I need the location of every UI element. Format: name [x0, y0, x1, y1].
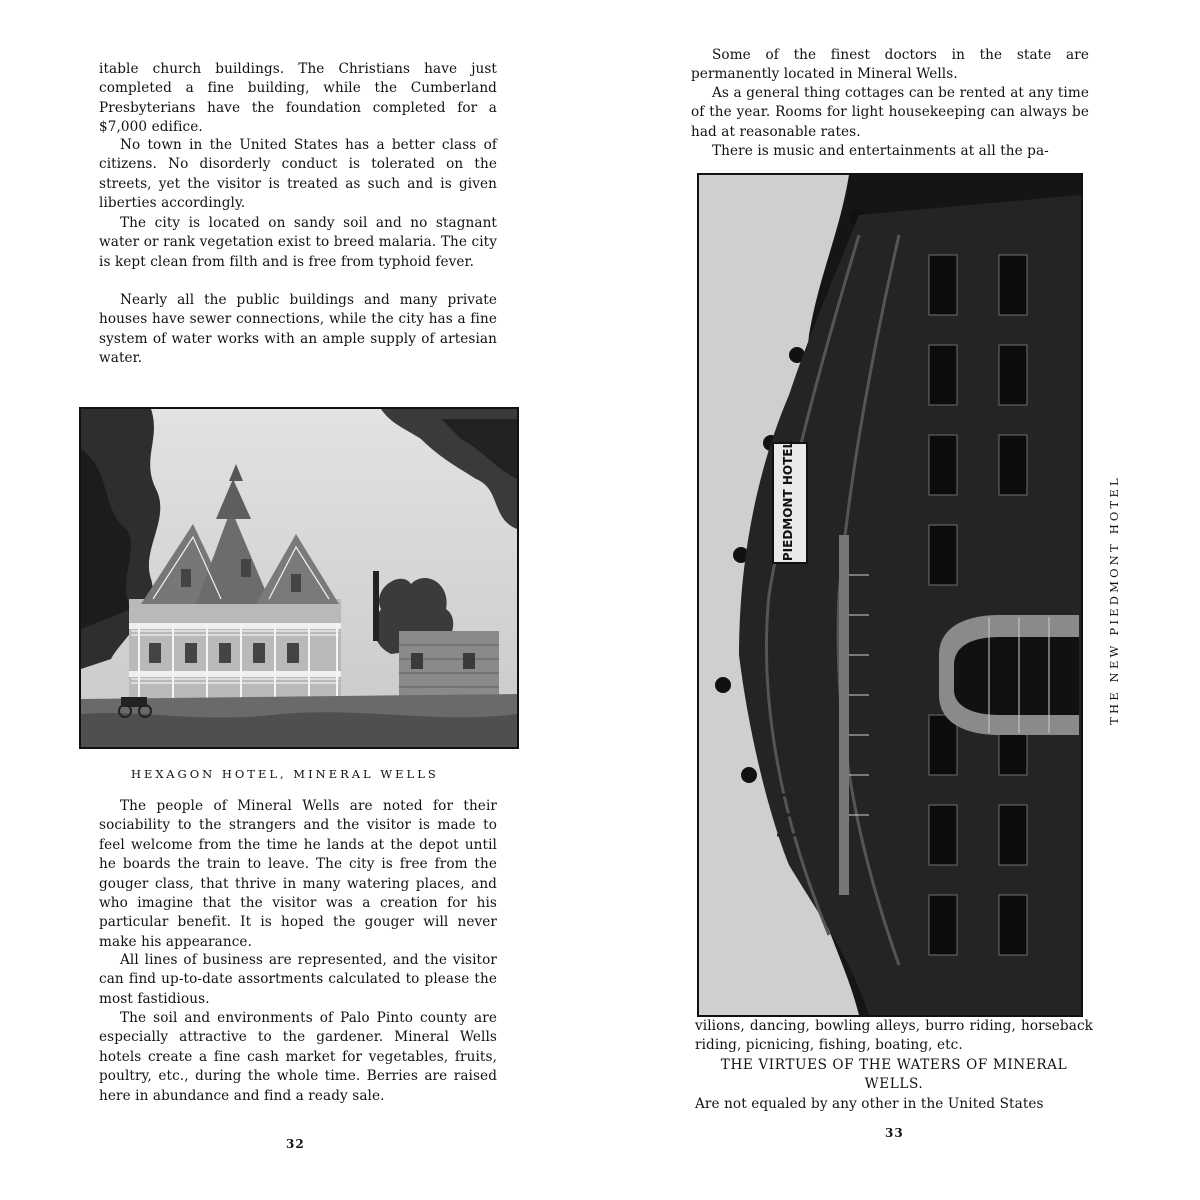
- paragraph-soil-environments: The soil and environments of Palo Pinto county are especially attractive to the gardener. Mineral Wells hotels create a fine cash market for vegetables, fruits, poultry, etc., during the whole time. Berries are raised here in abundance and find a ready sale.: [99, 1010, 497, 1104]
- piedmont-hotel-illustration: [699, 175, 1081, 1015]
- heading-virtues-waters: THE VIRTUES OF THE WATERS OF MINERAL WELLS.: [720, 1057, 1068, 1092]
- paragraph-church-buildings: itable church buildings. The Christians have just completed a fine building, while the Cumberland Presbyterians have the foundation completed for a $7,000 edifice.: [99, 61, 497, 136]
- piedmont-hotel-caption: [1104, 460, 1124, 740]
- paragraph-cottages: As a general thing cottages can be rented at any time of the year. Rooms for light housekeeping can always be had at reasonable rates.: [691, 85, 1089, 140]
- paragraph-sociability: The people of Mineral Wells are noted for their sociability to the strangers and the visitor is made to feel welcome from the time he lands at the depot until he boards the train to leave. The city is free from the gouger class, that thrive in many watering places, and who imagine that the visitor was a creation for his particular benefit. It is hoped the gouger will never make his appearance.: [99, 798, 497, 950]
- piedmont-hotel-sign-text: PIEDMONT HOTEL: [781, 440, 795, 562]
- hexagon-hotel-illustration: [81, 409, 517, 747]
- paragraph-citizens: No town in the United States has a better class of citizens. No disorderly conduct is tolerated on the streets, yet the visitor is treated as such and is given liberties accordingly.: [99, 137, 497, 212]
- paragraph-sewer-connections: Nearly all the public buildings and many private houses have sewer connections, while the city has a fine system of water works with an ample supply of artesian water.: [99, 292, 497, 367]
- piedmont-hotel-caption-text: THE NEW PIEDMONT HOTEL: [1107, 475, 1121, 725]
- paragraph-lines-of-business: All lines of business are represented, and the visitor can find up-to-date assortments calculated to please the most fastidious.: [99, 952, 497, 1007]
- paragraph-doctors: Some of the finest doctors in the state are permanently located in Mineral Wells.: [691, 47, 1089, 83]
- paragraph-music-start: There is music and entertainments at all the pa-: [712, 143, 1049, 159]
- paragraph-sandy-soil: The city is located on sandy soil and no stagnant water or rank vegetation exist to breed malaria. The city is kept clean from filth and is free from typhoid fever.: [99, 215, 497, 270]
- piedmont-hotel-sign: [771, 441, 805, 561]
- hexagon-hotel-caption: HEXAGON HOTEL, MINERAL WELLS: [131, 767, 439, 781]
- paragraph-not-equaled: Are not equaled by any other in the United States: [695, 1096, 1044, 1112]
- page-number-right: 33: [885, 1126, 904, 1140]
- page-number-left: 32: [286, 1137, 305, 1151]
- paragraph-pavilions: vilions, dancing, bowling alleys, burro riding, horseback riding, picnicing, fishing, boating, etc.: [695, 1018, 1093, 1054]
- hexagon-hotel-photo: [79, 407, 519, 749]
- piedmont-hotel-photo: [697, 173, 1083, 1017]
